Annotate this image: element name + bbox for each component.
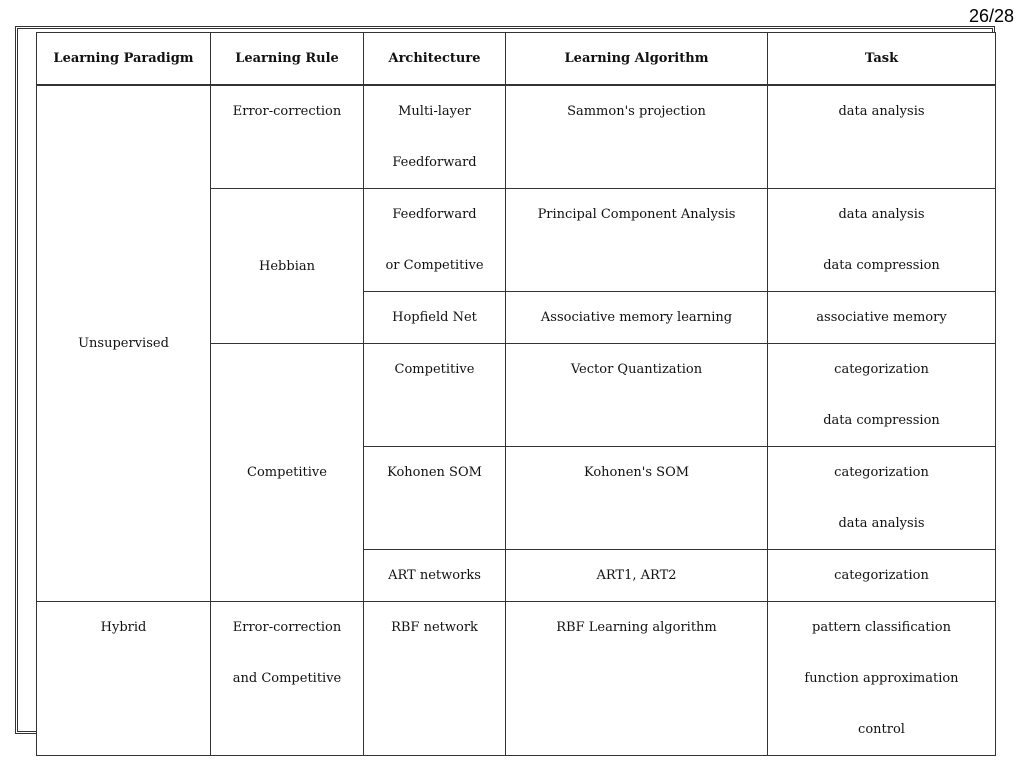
algorithm-cell (506, 292, 768, 344)
rule-cell (211, 602, 364, 756)
architecture-line: Hopfield Net (392, 310, 477, 325)
architecture-cell (364, 344, 506, 447)
architecture-cell (364, 447, 506, 550)
header-architecture: Architecture (364, 33, 506, 86)
paradigm-label: Hybrid (100, 620, 147, 635)
algorithm-label: RBF Learning algorithm (556, 620, 717, 635)
paradigm-label: Unsupervised (78, 336, 169, 351)
paradigm-cell (37, 602, 211, 756)
rule-label: Competitive (247, 465, 327, 480)
algorithm-cell (506, 447, 768, 550)
algorithm-cell (506, 602, 768, 756)
architecture-line: Multi-layer (398, 104, 471, 119)
task-line: data analysis (838, 207, 925, 222)
task-line: associative memory (816, 310, 947, 325)
task-cell (768, 292, 996, 344)
algorithm-label: Associative memory learning (540, 310, 733, 325)
table-header-row (37, 33, 996, 86)
algorithm-label: Vector Quantization (570, 362, 703, 377)
architecture-cell (364, 85, 506, 189)
task-line: pattern classification (812, 620, 951, 635)
rule-line: Error-correction (232, 620, 342, 635)
rule-cell (211, 189, 364, 344)
rule-label: Error-correction (232, 104, 342, 119)
algorithm-cell (506, 550, 768, 602)
algorithm-label: Principal Component Analysis (537, 207, 736, 222)
task-cell (768, 550, 996, 602)
architecture-line: Feedforward (392, 207, 477, 222)
architecture-line: Competitive (394, 362, 475, 377)
header-task: Task (768, 33, 996, 86)
architecture-cell (364, 550, 506, 602)
task-cell (768, 344, 996, 447)
header-learning-rule: Learning Rule (211, 33, 364, 86)
architecture-line: Feedforward (392, 155, 477, 170)
algorithm-cell (506, 85, 768, 189)
algorithm-cell (506, 189, 768, 292)
task-line: data analysis (838, 104, 925, 119)
task-cell (768, 189, 996, 292)
task-line: data compression (823, 413, 940, 428)
task-line: data compression (823, 258, 940, 273)
algorithm-label: ART1, ART2 (596, 568, 677, 583)
table-row (37, 602, 996, 756)
learning-paradigms-table (36, 32, 996, 756)
rule-label: Hebbian (259, 258, 315, 274)
task-line: control (858, 722, 905, 737)
architecture-cell (364, 189, 506, 292)
architecture-line: ART networks (388, 568, 481, 583)
task-cell (768, 447, 996, 550)
page-number: 26/28 (968, 6, 1014, 26)
rule-line: and Competitive (232, 671, 342, 686)
paradigm-cell (37, 85, 211, 602)
header-learning-algorithm: Learning Algorithm (506, 33, 768, 86)
task-line: categorization (834, 568, 929, 583)
architecture-line: Kohonen SOM (387, 465, 482, 480)
architecture-line: RBF network (391, 620, 478, 635)
rule-cell (211, 344, 364, 602)
task-line: categorization (834, 362, 929, 377)
architecture-cell (364, 602, 506, 756)
task-cell (768, 602, 996, 756)
table-row (37, 85, 996, 189)
algorithm-label: Sammon's projection (567, 104, 706, 119)
task-line: function approximation (804, 671, 959, 686)
architecture-line: or Competitive (385, 258, 484, 273)
algorithm-cell (506, 344, 768, 447)
architecture-cell (364, 292, 506, 344)
rule-cell (211, 85, 364, 189)
task-cell (768, 85, 996, 189)
task-line: categorization (834, 465, 929, 480)
task-line: data analysis (838, 516, 925, 531)
algorithm-label: Kohonen's SOM (583, 465, 690, 480)
header-learning-paradigm: Learning Paradigm (37, 33, 211, 86)
